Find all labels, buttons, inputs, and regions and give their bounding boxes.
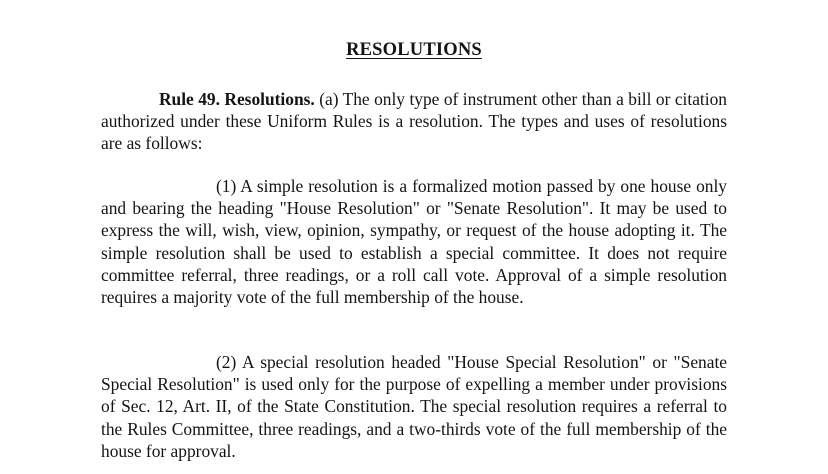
rule-49-intro-paragraph	[101, 88, 727, 155]
simple-resolution-paragraph: (1) A simple resolution is a formalized motion passed by one house only and bearing the heading "House Resolution" or "Senate Resolution". It may be used to express the will, wish, view, opinion, sympathy, or request of the house adopting it. The simple resolution shall be used to establish a special committee. It does not require committee referral, three readings, or a roll call vote. Approval of a simple resolution requires a majority vote of the full membership of the house.	[101, 176, 727, 308]
special-resolution-paragraph: (2) A special resolution headed "House Special Resolution" or "Senate Special Resolution" is used only for the purpose of expelling a member under provisions of Sec. 12, Art. II, of the State Constitution. The special resolution requires a referral to the Rules Committee, three readings, and a two-thirds vote of the full membership of the house for approval.	[101, 352, 727, 461]
section-heading: RESOLUTIONS	[346, 40, 482, 60]
rule-intro-text: (a) The only type of instrument other than a bill or citation authorized under these Uniform Rules is a resolution. The types and uses of resolutions are as follows:	[101, 89, 727, 154]
rule-title: Rule 49. Resolutions.	[159, 89, 315, 109]
